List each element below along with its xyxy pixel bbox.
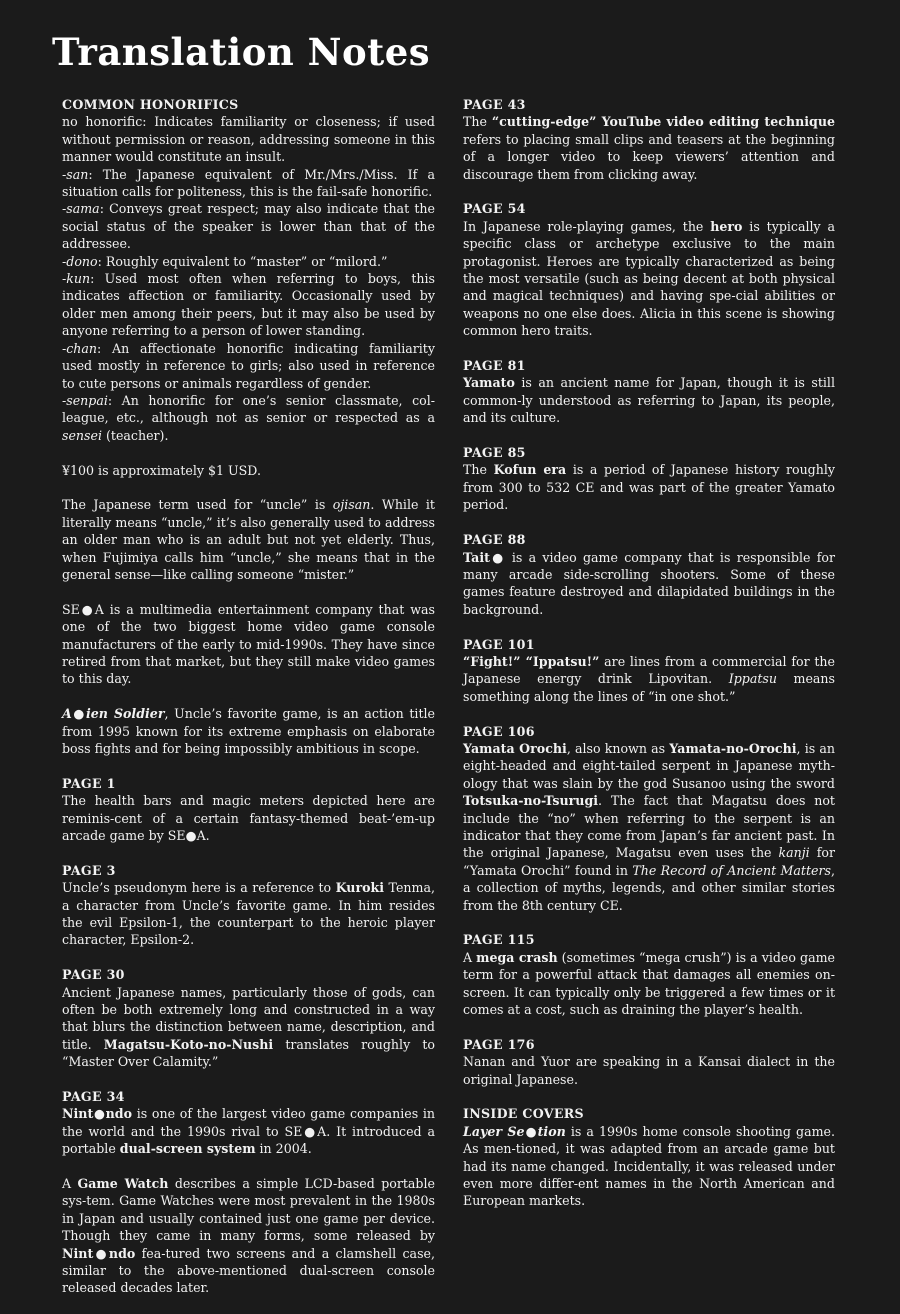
section-heading: PAGE 101 xyxy=(463,636,535,652)
note-text: The “cutting-edge” YouTube video editing technique refers to placing small clips and teasers at the beginning of a longer video to keep viewers’ attention and discourage them from clicking away. xyxy=(463,114,836,182)
note-page-106 xyxy=(463,723,835,914)
note-text: “Fight!” “Ippatsu!” are lines from a commercial for the Japanese energy drink Lipovitan. Ippatsu means something along the lines of “in one shot.” xyxy=(463,653,836,704)
note-text: The health bars and magic meters depicted here are reminis-cent of a certain fantasy-themed beat-’em-up arcade game by SE●A. xyxy=(62,793,435,843)
note-text: ¥100 is approximately $1 USD. xyxy=(62,462,261,478)
note-text: A Game Watch describes a simple LCD-based portable sys-tem. Game Watches were most prevalent in the 1980s in Japan and usually contained just one game per device. Though they came in many forms, some released by Nint●ndo fea-tured two screens and a clamshell case, similar to the above-mentioned dual-screen console released decades later. xyxy=(62,1176,435,1296)
note-text: Yamato is an ancient name for Japan, though it is still common-ly understood as referring to Japan, its people, and its culture. xyxy=(463,375,835,426)
note-page-3 xyxy=(62,862,435,949)
note-page-30 xyxy=(62,966,435,1070)
note-page-43 xyxy=(463,96,835,183)
note-text: Tait● is a video game company that is responsible for many arcade side-scrolling shooters. Some of these games feature destroyed and dilapidated buildings in the background. xyxy=(463,549,835,617)
note-page-54 xyxy=(463,200,835,339)
section-heading: INSIDE COVERS xyxy=(463,1106,584,1122)
note-sega xyxy=(62,601,435,688)
section-heading: PAGE 30 xyxy=(62,967,125,983)
note-page-1 xyxy=(62,775,435,845)
honorific-sama: -sama: Conveys great respect; may also indicate that the social status of the speaker is lower than that of the addressee. xyxy=(62,201,435,252)
section-heading: PAGE 81 xyxy=(463,358,526,374)
honorific-kun: -kun: Used most often when referring to boys, this indicates affection or familiarity. Occasionally used by older men among their peers, but it may also be used by anyone referring to a person of lower standing. xyxy=(62,271,435,339)
note-text: A mega crash (sometimes “mega crush”) is a video game term for a powerful attack that damages all enemies on-screen. It can typically only be triggered a few times or it comes at a cost, such as draining the player’s health. xyxy=(463,949,835,1018)
note-text: Layer Se●tion is a 1990s home console shooting game. As men-tioned, it was adapted from an arcade game but had its name changed. Incidentally, it was released under even more differ-ent names in the North American and European markets. xyxy=(463,1123,835,1209)
note-text: Yamata Orochi, also known as Yamata-no-Orochi, is an eight-headed and eight-tailed serpent in Japanese myth-ology that was slain by the god Susanoo using the sword Totsuka-no-Tsurugi. The fact that Magatsu does not include the “no” when referring to the serpent is an indicator that they come from Japan’s far ancient past. In the original Japanese, Magatsu even uses the kanji for “Yamata Orochi” found in The Record of Ancient Matters, a collection of myths, legends, and other similar stories from the 8th century CE. xyxy=(463,740,835,913)
section-heading: PAGE 54 xyxy=(463,201,526,217)
section-heading: PAGE 115 xyxy=(463,932,535,948)
note-page-176 xyxy=(463,1036,835,1088)
note-yen xyxy=(62,462,435,479)
note-page-34 xyxy=(62,1088,435,1158)
page-title: Translation Notes xyxy=(52,30,431,74)
note-game-watch xyxy=(62,1175,435,1297)
note-text: A●ien Soldier, Uncle’s favorite game, is an action title from 1995 known for its extreme emphasis on elaborate boss fights and for being impossibly ambitious in scope. xyxy=(62,706,435,756)
section-heading: PAGE 176 xyxy=(463,1036,535,1052)
note-text: Nanan and Yuor are speaking in a Kansai dialect in the original Japanese. xyxy=(463,1054,835,1087)
note-text: In Japanese role-playing games, the hero is typically a specific class or archetype exclusive to the main protagonist. Heroes are typically characterized as being the most versatile (such as being decent at both physical and magical techniques) and having spe-cial abilities or weapons no one else does. Alicia in this scene is showing common hero traits. xyxy=(463,218,835,339)
section-heading: PAGE 88 xyxy=(463,532,526,548)
honorific-senpai: -senpai: An honorific for one’s senior classmate, col-league, etc., although not as senior or respected as a sensei (teacher). xyxy=(62,392,435,443)
right-column xyxy=(463,96,835,1227)
note-page-81 xyxy=(463,357,835,427)
note-page-115 xyxy=(463,931,835,1018)
note-alien-soldier xyxy=(62,705,435,757)
note-text: The Japanese term used for “uncle” is ojisan. While it literally means “uncle,” it’s also generally used to address an older man who is an adult but not yet elderly. Thus, when Fujimiya calls him “uncle,” she means that in the general sense—like calling someone “mister.” xyxy=(62,497,435,582)
honorific-san: -san: The Japanese equivalent of Mr./Mrs./Miss. If a situation calls for politeness, this is the fail-safe honorific. xyxy=(62,166,435,200)
note-text: The Kofun era is a period of Japanese history roughly from 300 to 532 CE and was part of the greater Yamato period. xyxy=(463,462,835,513)
section-heading: PAGE 3 xyxy=(62,862,116,878)
left-column xyxy=(62,96,435,1314)
honorific-chan: -chan: An affectionate honorific indicating familiarity used mostly in reference to girls; also used in reference to cute persons or animals regardless of gender. xyxy=(62,340,435,391)
note-uncle xyxy=(62,496,435,583)
note-text: SE●A is a multimedia entertainment company that was one of the two biggest home video game console manufacturers of the early to mid-1990s. They have since retired from that market, but they still make video games to this day. xyxy=(62,601,435,687)
note-text: Nint●ndo is one of the largest video game companies in the world and the 1990s rival to SE●A. It introduced a portable dual-screen system in 2004. xyxy=(62,1106,435,1157)
section-heading: COMMON HONORIFICS xyxy=(62,97,239,112)
note-page-101 xyxy=(463,636,835,706)
section-heading: PAGE 43 xyxy=(463,97,526,112)
section-heading: PAGE 34 xyxy=(62,1089,125,1105)
note-page-85 xyxy=(463,444,835,514)
honorific-dono: -dono: Roughly equivalent to “master” or “milord.” xyxy=(62,253,388,269)
section-heading: PAGE 1 xyxy=(62,775,116,791)
note-text: Ancient Japanese names, particularly those of gods, can often be both extremely long and constructed in a way that blurs the distinction between name, description, and title. Magatsu-Koto-no-Nushi translates roughly to “Master Over Calamity.” xyxy=(62,984,435,1070)
note-page-88 xyxy=(463,531,835,618)
section-heading: PAGE 106 xyxy=(463,723,535,739)
note-text: Uncle’s pseudonym here is a reference to Kuroki Tenma, a character from Uncle’s favorite game. In him resides the evil Epsilon-1, the counterpart to the heroic player character, Epsilon-2. xyxy=(62,880,435,948)
honorific-none: no honorific: Indicates familiarity or closeness; if used without permission or reason, addressing someone in this manner would constitute an insult. xyxy=(62,114,435,165)
note-common-honorifics xyxy=(62,96,435,444)
note-inside-covers xyxy=(463,1105,835,1209)
section-heading: PAGE 85 xyxy=(463,445,526,461)
